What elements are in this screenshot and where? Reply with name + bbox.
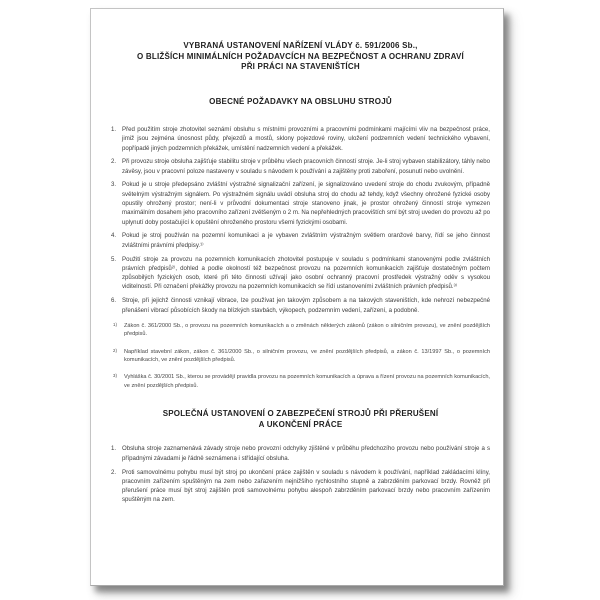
footnote-marker: 3) [113,373,117,379]
item-text: Při provozu stroje obsluha zajišťuje stabilitu stroje v průběhu všech pracovních činností stroje. Je-li stroj vybaven stabilizátory, táhly nebo závěsy, jsou v pracovní poloze nastaveny v souladu s návodem k používání a zajištěny proti zaboření, posunutí nebo uvolnění. [122,158,490,175]
list-item [111,444,490,463]
item-text: Obsluha stroje zaznamenává závady stroje nebo provozní odchylky zjištěné v průběhu předchozího provozu nebo používání stroje a s případnými závadami je řádně seznámena i střídající obsluha. [122,445,490,462]
document-sheet [90,8,504,586]
footnote [111,373,490,390]
footnote-text: Vyhláška č. 30/2001 Sb., kterou se provádějí pravidla provozu na pozemních komunikacích a úprava a řízení provozu na pozemních komunikacích, ve znění pozdějších předpisů. [124,374,490,389]
section2-heading [111,409,490,430]
list-item [111,296,490,315]
item-text: Pokud je stroj používán na pozemní komunikaci a je vybaven zvláštním výstražným světlem oranžové barvy, řídí se jeho činnost zvláštními právními předpisy.¹⁾ [122,232,490,249]
list-item [111,231,490,250]
item-number: 1. [111,445,117,453]
section2-heading-line-2: A UKONČENÍ PRÁCE [258,419,343,429]
title-line-2: O BLIŽŠÍCH MINIMÁLNÍCH POŽADAVCÍCH NA BEZPEČNOST A OCHRANU ZDRAVÍ [137,51,464,61]
item-number: 4. [111,232,117,240]
section1-heading: OBECNÉ POŽADAVKY NA OBSLUHU STROJŮ [209,96,392,106]
footnote-list [111,322,490,391]
section2-heading-line-1: SPOLEČNÁ USTANOVENÍ O ZABEZPEČENÍ STROJŮ PŘI PŘERUŠENÍ [162,409,439,419]
footnote-text: Například stavební zákon, zákon č. 361/2000 Sb., o silničním provozu, ve znění pozdějších předpisů, a zákon č. 13/1997 Sb., o pozemních komunikacích, ve znění pozdějších předpisů. [124,348,490,364]
item-number: 3. [111,181,117,189]
item-text: Proti samovolnému pohybu musí být stroj po ukončení práce zajištěn v souladu s návodem k používání, například zakládacími klíny, pracovním zařízením spuštěným na zem nebo zařazením nejnižšího rychlostního stupně a zabrzděním parkovací brzdy. Rovněž při přerušení práce musí být stroj zajištěn proti samovolnému pohybu alespoň zabrzděním parkovací brzdy nebo pracovním zařízením spuštěným na zem. [122,468,490,504]
footnote-marker: 1) [113,321,117,327]
item-text: Pokud je u stroje předepsáno zvláštní výstražné signalizační zařízení, je signalizováno uvedení stroje do chodu zvukovým, případně světelným výstražným signálem. Po výstražném signálu uvádí obsluha stroj do chodu až tehdy, když všechny ohrožené fyzické osoby opustily ohrožený prostor; není-li v průvodní dokumentaci stroje stanoveno jinak, je prostor ohrožený činností stroje vymezen maximálním dosahem jeho pracovního zařízení zvětšeným o 2 m. Na nepřehledných pracovištích smí být stroj uveden do provozu až po uplynutí doby postačující k opuštění ohroženého prostoru všemi fyzickými osobami. [122,181,490,226]
item-number: 1. [111,126,117,133]
section2-item-list [111,444,490,504]
item-text: Použití stroje za provozu na pozemních komunikacích zhotovitel postupuje v souladu s podmínkami stanovenými podle zvláštních právních předpisů²⁾, dohled a podle okolností též bezpečnost provozu na pozemních komunikacích zajišťuje dostatečným počtem způsobilých fyzických osob, které při této činnosti užívají jako osobní ochranný pracovní prostředek výstražný oděv s vysokou viditelností. Při označení překážky provozu na pozemních komunikacích se řídí ustanoveními zvláštních právních předpisů.³⁾ [122,255,490,291]
title-line-3: PŘI PRÁCI NA STAVENIŠTÍCH [241,62,360,71]
list-item [111,468,490,505]
item-number: 2. [111,158,117,166]
list-item [111,180,490,226]
list-item [111,255,490,292]
item-number: 6. [111,297,117,305]
list-item [111,157,490,176]
item-number: 5. [111,255,117,263]
list-item [111,125,490,153]
document-title [111,41,490,73]
title-line-1: VYBRANÁ USTANOVENÍ NAŘÍZENÍ VLÁDY č. 591/2006 Sb., [183,41,418,50]
item-text: Stroje, při jejichž činnosti vznikají vibrace, lze používat jen takovým způsobem a na takových staveništích, kde nehrozí nebezpečné přenášení vibrací působících škody na blízkých stavbách, výkopech, podzemním vedení, zařízení, a podobně. [122,297,490,314]
item-number: 2. [111,468,117,476]
footnote [111,348,490,365]
document-content [111,9,490,509]
item-text: Před použitím stroje zhotovitel seznámí obsluhu s místními provozními a pracovními podmínkami majícími vliv na bezpečnost práce, jimiž jsou zejména únosnost půdy, přejezdů a mostů, sklony pojezdové roviny, uložení podzemních vedení technického vybavení, popřípadě jiných podzemních překážek, umístění nadzemních vedení a překážek. [122,126,490,152]
footnote-text: Zákon č. 361/2000 Sb., o provozu na pozemních komunikacích a o změnách některých zákonů (zákon o silničním provozu), ve znění pozdějších předpisů. [124,322,490,338]
section1-item-list [111,125,490,315]
footnote [111,322,490,339]
footnote-marker: 2) [113,347,117,353]
